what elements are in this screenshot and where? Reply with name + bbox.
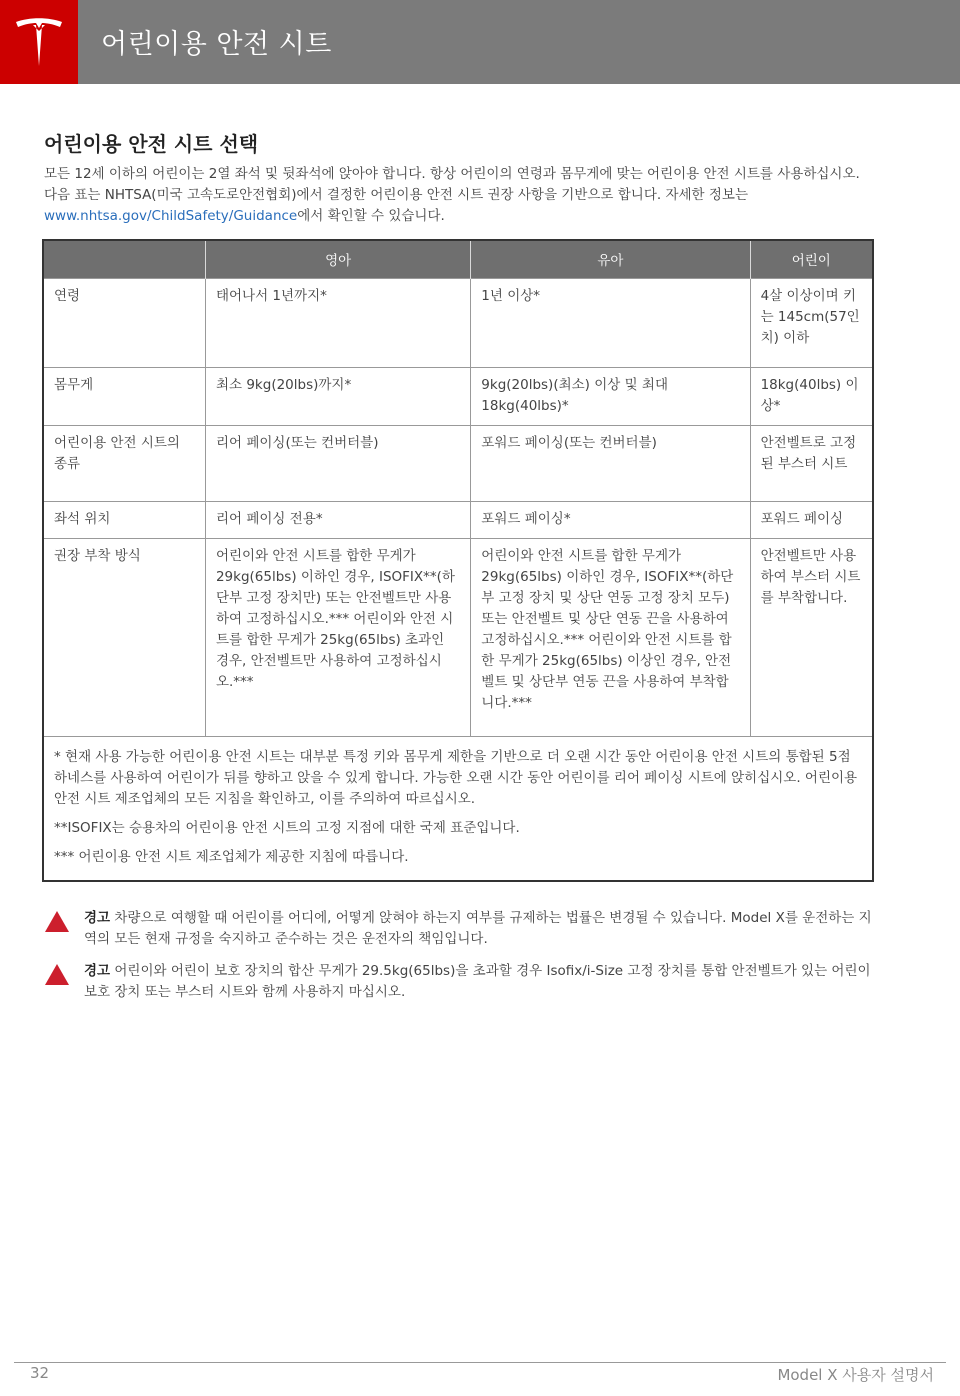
warning-triangle-icon [44,963,70,986]
page-number: 32 [30,1364,50,1382]
table-row [43,501,873,538]
warning-block [44,908,874,950]
row-label: 연령 [43,278,205,367]
table-cell: 포워드 페이싱* [471,501,750,538]
header-title: 어린이용 안전 시트 [101,29,332,60]
warning-triangle-icon [44,910,70,933]
table-cell: 리어 페이싱 전용* [205,501,470,538]
table-cell: 18kg(40lbs) 이상* [750,367,873,425]
table-row [43,425,873,501]
header-cell-child: 어린이 [750,240,873,278]
row-label: 권장 부착 방식 [43,538,205,736]
table-header-row [43,240,873,278]
warning-label: 경고 [84,910,111,926]
manual-name: Model X 사용자 설명서 [777,1366,934,1384]
table-cell: 포워드 페이싱 [750,501,873,538]
table-cell: 안전벨트로 고정된 부스터 시트 [750,425,873,501]
table-cell: 포워드 페이싱(또는 컨버터블) [471,425,750,501]
table-cell: 4살 이상이며 키는 145cm(57인치) 이하 [750,278,873,367]
table-notes-row [43,736,873,881]
warning-label: 경고 [84,963,111,979]
warning-body: 어린이와 어린이 보호 장치의 합산 무게가 29.5kg(65lbs)을 초과할 경우 Isofix/i-Size 고정 장치를 통합 안전벨트가 있는 어린이 보호 장치 또는 부스터 시트와 함께 사용하지 마십시오. [84,963,871,1000]
table-notes-cell [43,736,873,881]
tesla-logo-icon [13,16,65,68]
row-label: 어린이용 안전 시트의 종류 [43,425,205,501]
logo-box [0,0,78,84]
child-seat-table [42,239,874,882]
table-cell: 리어 페이싱(또는 컨버터블) [205,425,470,501]
table-note: **ISOFIX는 승용차의 어린이용 안전 시트의 고정 지점에 대한 국제 표준입니다. [54,819,520,836]
nhtsa-link[interactable]: www.nhtsa.gov/ChildSafety/Guidance [44,208,298,224]
section-title: 어린이용 안전 시트 선택 [44,132,259,156]
footer-divider [14,1362,946,1363]
table-cell: 1년 이상* [471,278,750,367]
intro-paragraph [44,164,874,227]
warning-text [84,961,874,1003]
header-cell-infant: 영아 [205,240,470,278]
table-cell: 어린이와 안전 시트를 합한 무게가 29kg(65lbs) 이하인 경우, ISOFIX**(하단부 고정 장치만) 또는 안전벨트만 사용하여 고정하십시오.*** 어린이와 안전 시트를 합한 무게가 25kg(65lbs) 초과인 경우, 안전벨트만 사용하여 고정하십시오.*** [205,538,470,736]
table-row [43,278,873,367]
intro-text-before: 모든 12세 이하의 어린이는 2열 좌석 및 뒷좌석에 앉아야 합니다. 항상 어린이의 연령과 몸무게에 맞는 어린이용 안전 시트를 사용하십시오. 다음 표는 NHTSA(미국 고속도로안전협회)에서 결정한 어린이용 안전 시트 권장 사항을 기반으로 합니다. 자세한 정보는 [44,166,860,203]
page-header [0,0,960,84]
header-cell-blank [43,240,205,278]
row-label: 몸무게 [43,367,205,425]
warning-text [84,908,874,950]
table-cell: 태어나서 1년까지* [205,278,470,367]
warning-body: 차량으로 여행할 때 어린이를 어디에, 어떻게 앉혀야 하는지 여부를 규제하는 법률은 변경될 수 있습니다. Model X를 운전하는 지역의 모든 현재 규정을 숙지하고 준수하는 것은 운전자의 책임입니다. [84,910,872,947]
table-cell: 9kg(20lbs)(최소) 이상 및 최대 18kg(40lbs)* [471,367,750,425]
table-row [43,538,873,736]
table-note: *** 어린이용 안전 시트 제조업체가 제공한 지침에 따릅니다. [54,848,409,865]
intro-text-after: 에서 확인할 수 있습니다. [297,208,445,224]
table-cell: 최소 9kg(20lbs)까지* [205,367,470,425]
row-label: 좌석 위치 [43,501,205,538]
table-cell: 어린이와 안전 시트를 합한 무게가 29kg(65lbs) 이하인 경우, ISOFIX**(하단부 고정 장치 및 상단 연동 고정 장치 모두) 또는 안전벨트 및 상단 연동 끈을 사용하여 고정하십시오.*** 어린이와 안전 시트를 합한 무게가 25kg(65lbs) 이상인 경우, 안전벨트 및 상단부 연동 끈을 사용하여 부착합니다.*** [471,538,750,736]
table-row [43,367,873,425]
table-note: * 현재 사용 가능한 어린이용 안전 시트는 대부분 특정 키와 몸무게 제한을 기반으로 더 오랜 시간 동안 어린이용 안전 시트의 통합된 5점 하네스를 사용하여 어린이가 뒤를 향하고 앉을 수 있게 합니다. 가능한 오랜 시간 동안 어린이를 리어 페이싱 시트에 앉히십시오. 어린이용 안전 시트 제조업체의 모든 지침을 확인하고, 이를 주의하여 따르십시오. [54,748,858,807]
table-cell: 안전벨트만 사용하여 부스터 시트를 부착합니다. [750,538,873,736]
header-cell-toddler: 유아 [471,240,750,278]
warning-block [44,961,874,1003]
